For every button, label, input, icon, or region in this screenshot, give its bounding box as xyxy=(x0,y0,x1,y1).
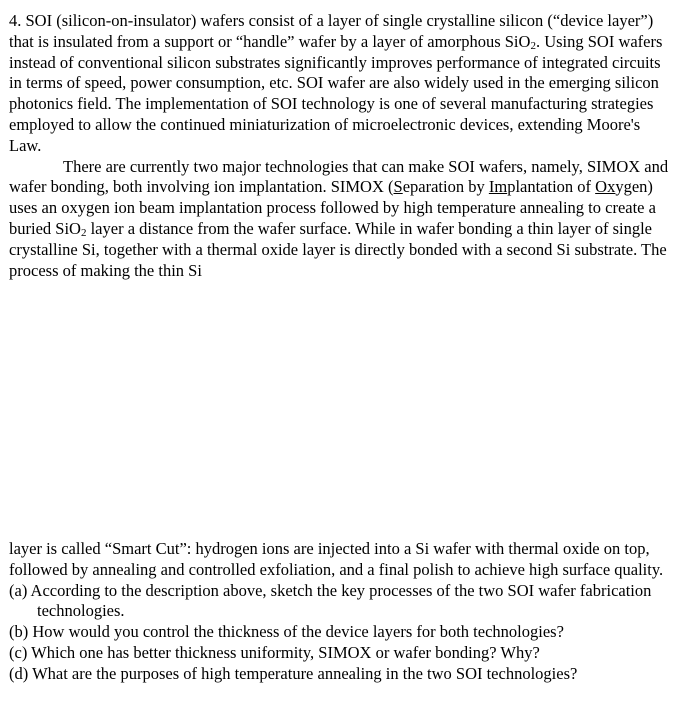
part-d-text: What are the purposes of high temperature annealing in the two SOI technologies? xyxy=(32,663,578,683)
paragraph-2-text-e: layer a distance from the wafer surface. While in wafer bonding a thin layer of single crystalline Si, together with a thermal oxide layer is directly bonded with a second Si substrate. The process of making the thin Si xyxy=(9,218,667,280)
subscript-2: 2 xyxy=(530,39,536,52)
question-intro xyxy=(9,11,673,281)
part-a xyxy=(9,581,673,623)
part-c xyxy=(9,643,673,664)
part-a-label: (a) xyxy=(9,580,28,600)
part-b-text: How would you control the thickness of the device layers for both technologies? xyxy=(32,622,564,642)
underlined-s: S xyxy=(393,177,403,197)
paragraph-2-text-b: eparation by xyxy=(402,177,489,197)
paragraph-2-text-d: ygen) uses an oxygen ion beam implantation process followed by high temperature annealing to create a buried SiO xyxy=(9,177,656,238)
part-c-text: Which one has better thickness uniformity, SIMOX or wafer bonding? Why? xyxy=(31,642,540,662)
part-d-label: (d) xyxy=(9,663,29,683)
underlined-ox: Ox xyxy=(595,177,616,197)
paragraph-2 xyxy=(9,157,673,282)
part-c-label: (c) xyxy=(9,642,28,662)
underlined-im: Im xyxy=(488,177,508,197)
paragraph-1-text-a: SOI (silicon-on-insulator) wafers consist of a layer of single crystalline silicon (“device layer”) that is insulated from a support or “handle” wafer by a layer of amorphous SiO xyxy=(9,11,654,51)
paragraph-2-text-c: plantation of xyxy=(507,177,596,197)
question-continuation xyxy=(9,539,673,685)
subscript-2: 2 xyxy=(80,226,87,239)
part-b-label: (b) xyxy=(9,622,29,642)
part-a-text: According to the description above, sketch the key processes of the two SOI wafer fabrication technologies. xyxy=(30,580,652,621)
part-d xyxy=(9,664,673,685)
paragraph-2-text-a: There are currently two major technologies that can make SOI wafers, namely, SIMOX and wafer bonding, both involving ion implantation. SIMOX ( xyxy=(9,156,669,197)
paragraph-1 xyxy=(9,11,673,157)
part-b xyxy=(9,622,673,643)
continuation-paragraph: layer is called “Smart Cut”: hydrogen ions are injected into a Si wafer with thermal oxide on top, followed by annealing and controlled exfoliation, and a final polish to achieve high surface quality. xyxy=(9,539,664,579)
paragraph-1-text-b: . Using SOI wafers instead of conventional silicon substrates significantly improves performance of integrated circuits in terms of speed, power consumption, etc. SOI wafer are also widely used in the emerging silicon photonics field. The implementation of SOI technology is one of several manufacturing strategies employed to allow the continued miniaturization of microelectronic devices, extending Moore's Law. xyxy=(9,31,663,155)
question-number: 4. xyxy=(9,11,22,30)
